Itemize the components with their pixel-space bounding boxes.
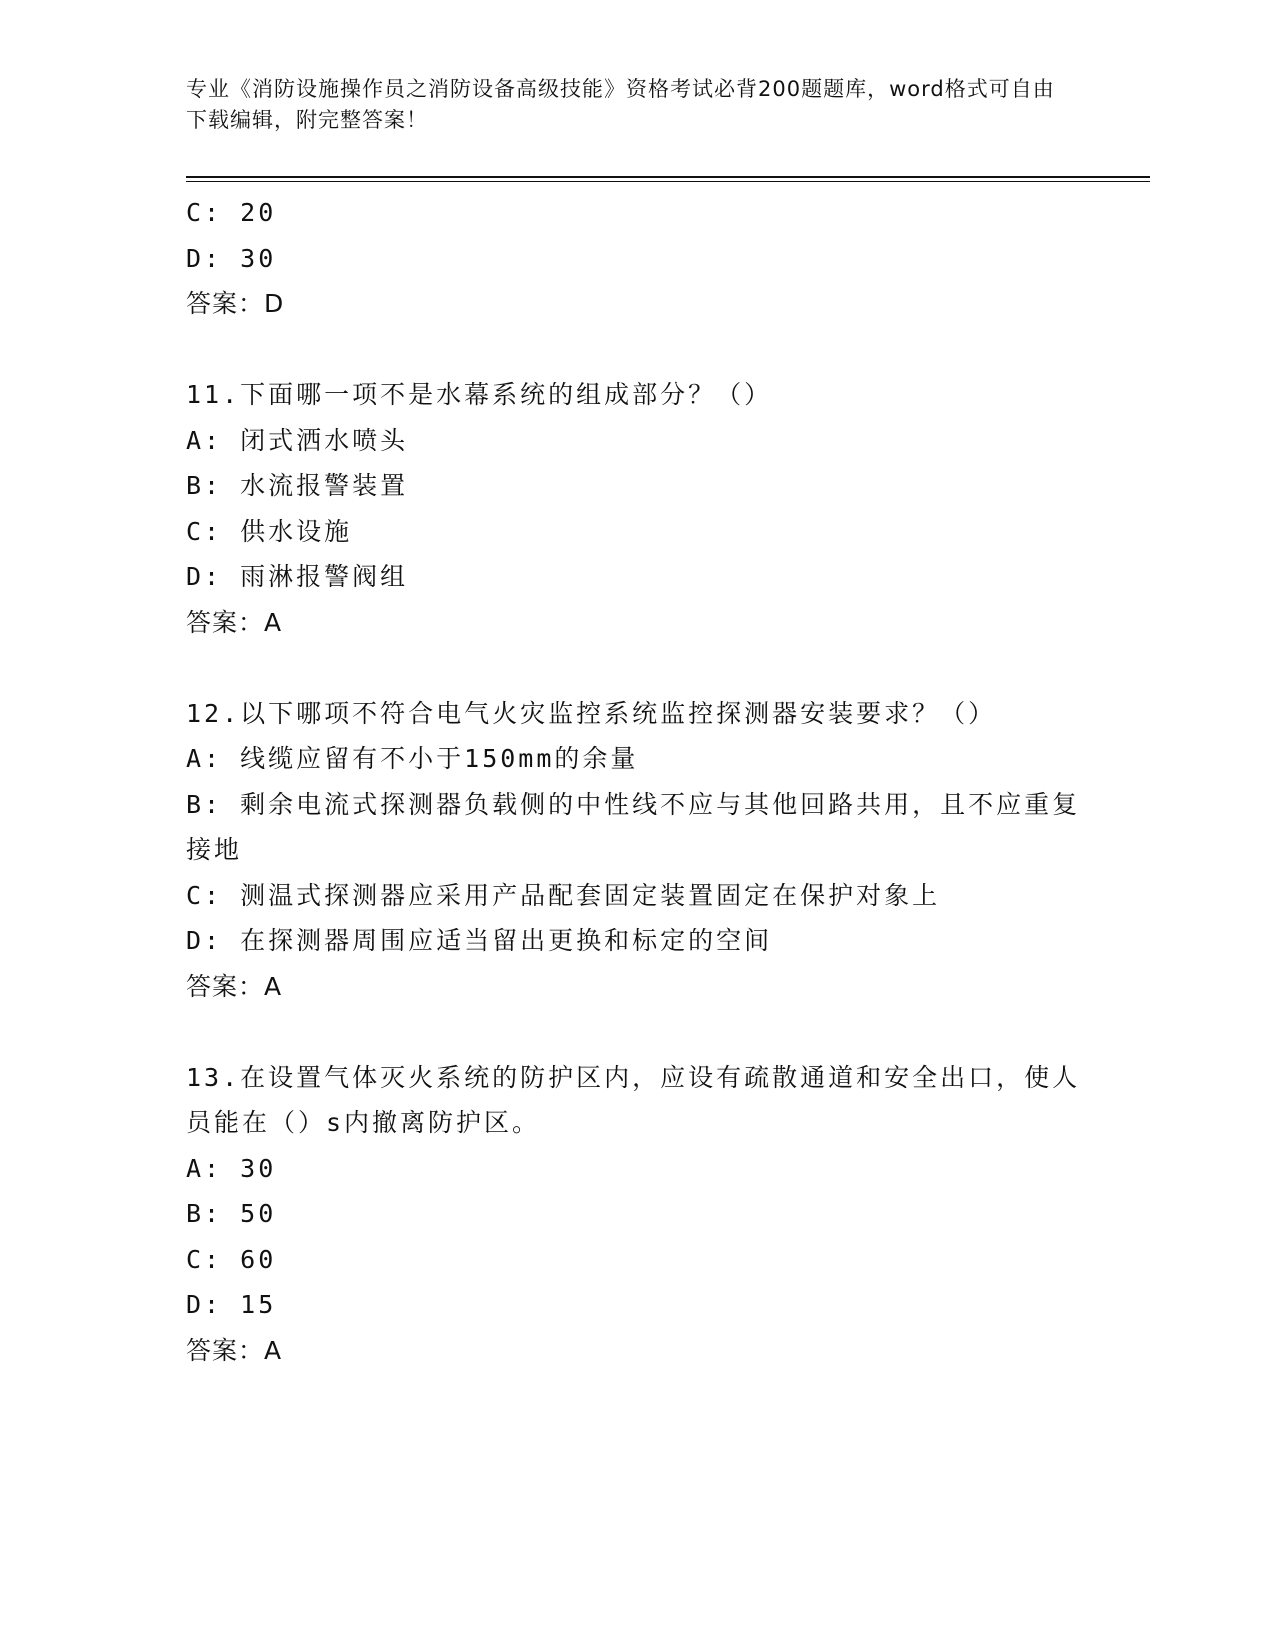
header-divider-thick bbox=[186, 176, 1150, 178]
option-c: C: 60 bbox=[186, 1244, 277, 1274]
question-title: 13.在设置气体灭火系统的防护区内，应设有疏散通道和安全出口，使人员能在（）s内撤离防护区。 bbox=[186, 1062, 1081, 1137]
option-b: B: 50 bbox=[186, 1199, 277, 1228]
answer-line: 答案：D bbox=[186, 289, 285, 318]
question-12 bbox=[186, 691, 1086, 1010]
option-d: D: 在探测器周围应适当留出更换和标定的空间 bbox=[186, 926, 773, 955]
question-title: 12.以下哪项不符合电气火灾监控系统监控探测器安装要求？（） bbox=[186, 698, 997, 728]
answer-line: 答案：A bbox=[186, 607, 283, 637]
question-content bbox=[186, 190, 1086, 1373]
option-a: A: 线缆应留有不小于150mm的余量 bbox=[186, 744, 639, 773]
option-c: C: 测温式探测器应采用产品配套固定装置固定在保护对象上 bbox=[186, 880, 941, 910]
spacer bbox=[186, 327, 1086, 373]
answer-line: 答案：A bbox=[186, 1335, 283, 1365]
option-c: C: 20 bbox=[186, 198, 277, 227]
option-d: D: 雨淋报警阀组 bbox=[186, 562, 409, 591]
spacer bbox=[186, 1009, 1086, 1055]
option-d: D: 30 bbox=[186, 243, 277, 273]
option-a: A: 30 bbox=[186, 1153, 277, 1183]
question-title: 11.下面哪一项不是水幕系统的组成部分？（） bbox=[186, 380, 773, 409]
option-c: C: 供水设施 bbox=[186, 516, 353, 546]
answer-line: 答案：A bbox=[186, 971, 283, 1001]
option-d: D: 15 bbox=[186, 1290, 277, 1319]
header-divider-thin bbox=[186, 181, 1150, 182]
document-header: 专业《消防设施操作员之消防设备高级技能》资格考试必背200题题库，word格式可自由下载编辑，附完整答案！ bbox=[186, 77, 1055, 132]
option-b: B: 剩余电流式探测器负载侧的中性线不应与其他回路共用，且不应重复接地 bbox=[186, 789, 1081, 864]
option-a: A: 闭式洒水喷头 bbox=[186, 425, 409, 455]
spacer bbox=[186, 645, 1086, 691]
option-b: B: 水流报警装置 bbox=[186, 471, 409, 500]
question-11 bbox=[186, 372, 1086, 645]
question-13 bbox=[186, 1055, 1086, 1374]
